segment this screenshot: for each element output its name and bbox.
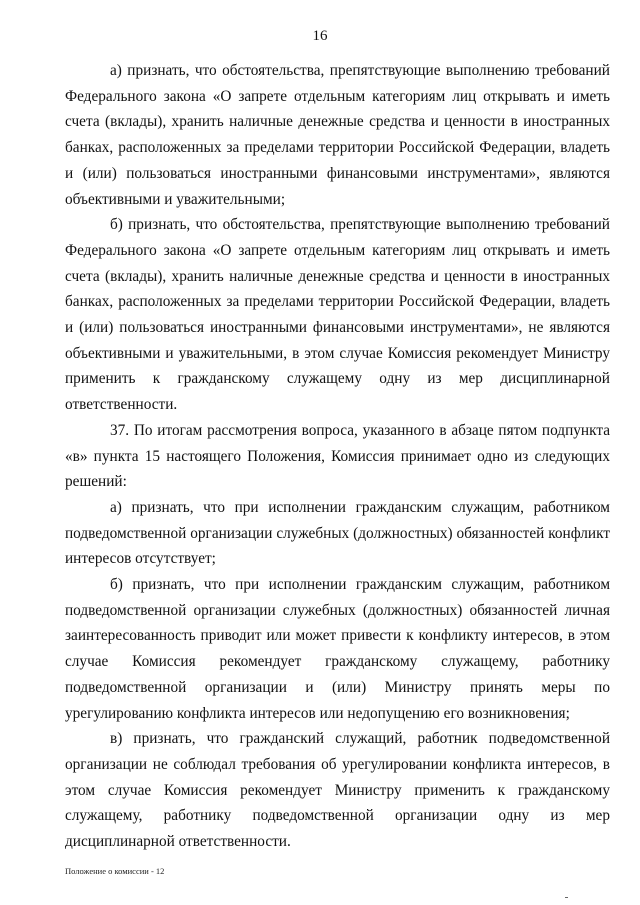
document-body <box>65 58 610 855</box>
scan-mark <box>565 897 568 898</box>
paragraph-37c: в) признать, что гражданский служащий, работник подведомственной организации не соблюдал требования об урегулировании конфликта интересов, в этом случае Комиссия рекомендует Министру применить к гражданскому служащему, работнику подведомственной организации одну из мер дисциплинарной ответственности. <box>65 730 610 851</box>
paragraph-36b: б) признать, что обстоятельства, препятствующие выполнению требований Федерального закона «О запрете отдельным категориям лиц открывать и иметь счета (вклады), хранить наличные денежные средства и ценности в иностранных банках, расположенных за пределами территории Российской Федерации, владеть и (или) пользоваться иностранными финансовыми инструментами», не являются объективными и уважительными, в этом случае Комиссия рекомендует Министру применить к гражданскому служащему одну из мер дисциплинарной ответственности. <box>65 216 610 414</box>
paragraph-36a: а) признать, что обстоятельства, препятствующие выполнению требований Федерального закона «О запрете отдельным категориям лиц открывать и иметь счета (вклады), хранить наличные денежные средства и ценности в иностранных банках, расположенных за пределами территории Российской Федерации, владеть и (или) пользоваться иностранными финансовыми инструментами», являются объективными и уважительными; <box>65 62 610 208</box>
page-number: 16 <box>312 28 328 44</box>
paragraph-37: 37. По итогам рассмотрения вопроса, указанного в абзаце пятом подпункта «в» пункта 15 настоящего Положения, Комиссия принимает одно из следующих решений: <box>65 421 610 491</box>
paragraph-37b: б) признать, что при исполнении гражданским служащим, работником подведомственной организации служебных (должностных) обязанностей личная заинтересованность приводит или может привести к конфликту интересов, в этом случае Комиссия рекомендует гражданскому служащему, работнику подведомственной организации и (или) Министру принять меры по урегулированию конфликта интересов или недопущению его возникновения; <box>65 576 610 722</box>
footer-note: Положение о комиссии - 12 <box>65 866 165 876</box>
paragraph-37a: а) признать, что при исполнении гражданским служащим, работником подведомственной организации служебных (должностных) обязанностей конфликт интересов отсутствует; <box>65 498 610 568</box>
